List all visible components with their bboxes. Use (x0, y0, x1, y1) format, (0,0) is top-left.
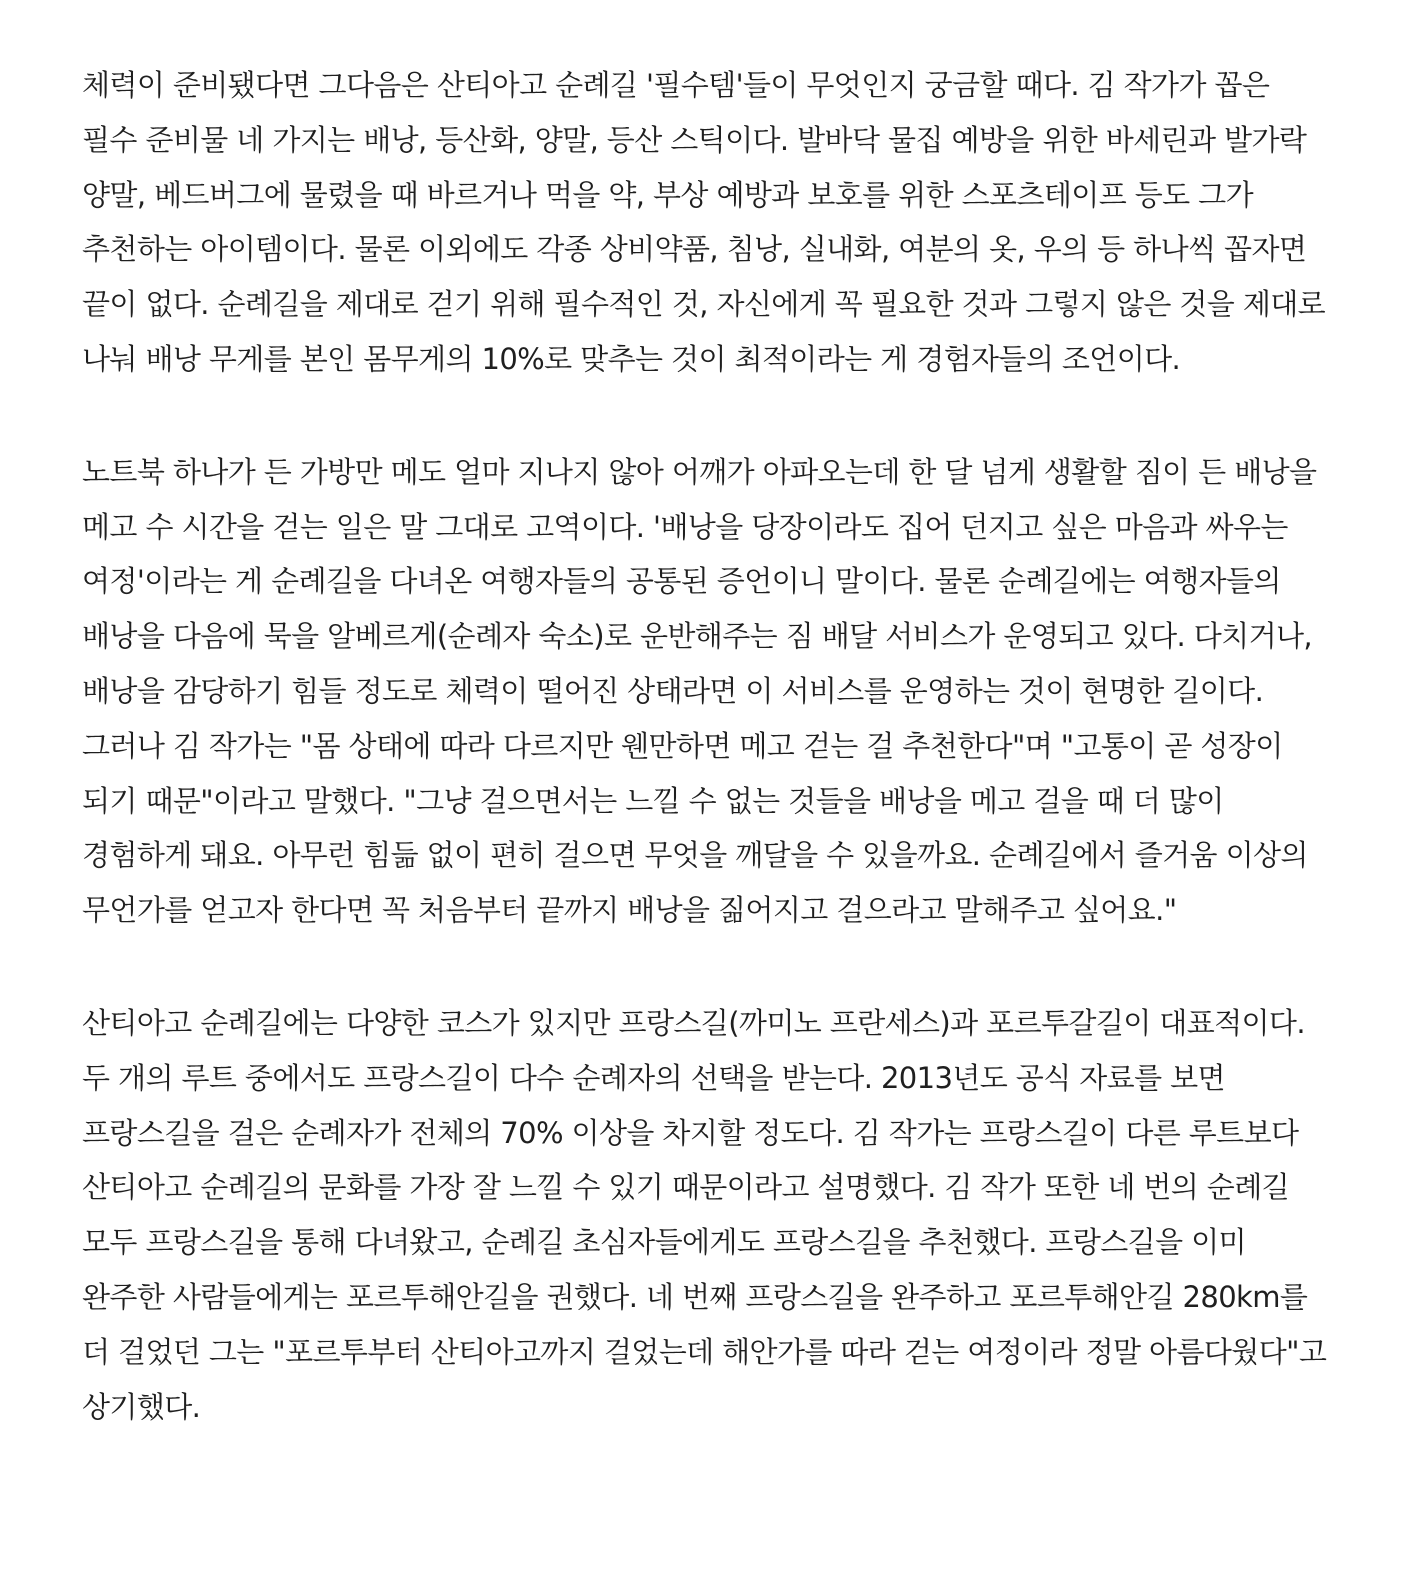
paragraph-essentials: 체력이 준비됐다면 그다음은 산티아고 순례길 '필수템'들이 무엇인지 궁금할 때다. 김 작가가 꼽은 필수 준비물 네 가지는 배낭, 등산화, 양말, 등산 스틱이다. 발바닥 물집 예방을 위한 바세린과 발가락 양말, 베드버그에 물렸을 때 바르거나 먹을 약, 부상 예방과 보호를 위한 스포츠테이프 등도 그가 추천하는 아이템이다. 물론 이외에도 각종 상비약품, 침낭, 실내화, 여분의 옷, 우의 등 하나씩 꼽자면 끝이 없다. 순례길을 제대로 걷기 위해 필수적인 것, 자신에게 꼭 필요한 것과 그렇지 않은 것을 제대로 나눠 배낭 무게를 본인 몸무게의 10%로 맞추는 것이 최적이라는 게 경험자들의 조언이다. (82, 68, 1326, 376)
article-body (82, 58, 1332, 1434)
paragraph-routes: 산티아고 순례길에는 다양한 코스가 있지만 프랑스길(까미노 프란세스)과 포르투갈길이 대표적이다. 두 개의 루트 중에서도 프랑스길이 다수 순례자의 선택을 받는다. 2013년도 공식 자료를 보면 프랑스길을 걸은 순례자가 전체의 70% 이상을 차지할 정도다. 김 작가는 프랑스길이 다른 루트보다 산티아고 순례길의 문화를 가장 잘 느낄 수 있기 때문이라고 설명했다. 김 작가 또한 네 번의 순례길 모두 프랑스길을 통해 다녀왔고, 순례길 초심자들에게도 프랑스길을 추천했다. 프랑스길을 이미 완주한 사람들에게는 포르투해안길을 권했다. 네 번째 프랑스길을 완주하고 포르투해안길 280km를 더 걸었던 그는 "포르투부터 산티아고까지 걸었는데 해안가를 따라 걷는 여정이라 정말 아름다웠다"고 상기했다. (82, 1005, 1327, 1424)
paragraph-backpack: 노트북 하나가 든 가방만 메도 얼마 지나지 않아 어깨가 아파오는데 한 달 넘게 생활할 짐이 든 배낭을 메고 수 시간을 걷는 일은 말 그대로 고역이다. '배낭을 당장이라도 집어 던지고 싶은 마음과 싸우는 여정'이라는 게 순례길을 다녀온 여행자들의 공통된 증언이니 말이다. 물론 순례길에는 여행자들의 배낭을 다음에 묵을 알베르게(순례자 숙소)로 운반해주는 짐 배달 서비스가 운영되고 있다. 다치거나, 배낭을 감당하기 힘들 정도로 체력이 떨어진 상태라면 이 서비스를 운영하는 것이 현명한 길이다. 그러나 김 작가는 "몸 상태에 따라 다르지만 웬만하면 메고 걷는 걸 추천한다"며 "고통이 곧 성장이 되기 때문"이라고 말했다. "그냥 걸으면서는 느낄 수 없는 것들을 배낭을 메고 걸을 때 더 많이 경험하게 돼요. 아무런 힘듦 없이 편히 걸으면 무엇을 깨달을 수 있을까요. 순례길에서 즐거움 이상의 무언가를 얻고자 한다면 꼭 처음부터 끝까지 배낭을 짊어지고 걸으라고 말해주고 싶어요." (82, 454, 1317, 928)
